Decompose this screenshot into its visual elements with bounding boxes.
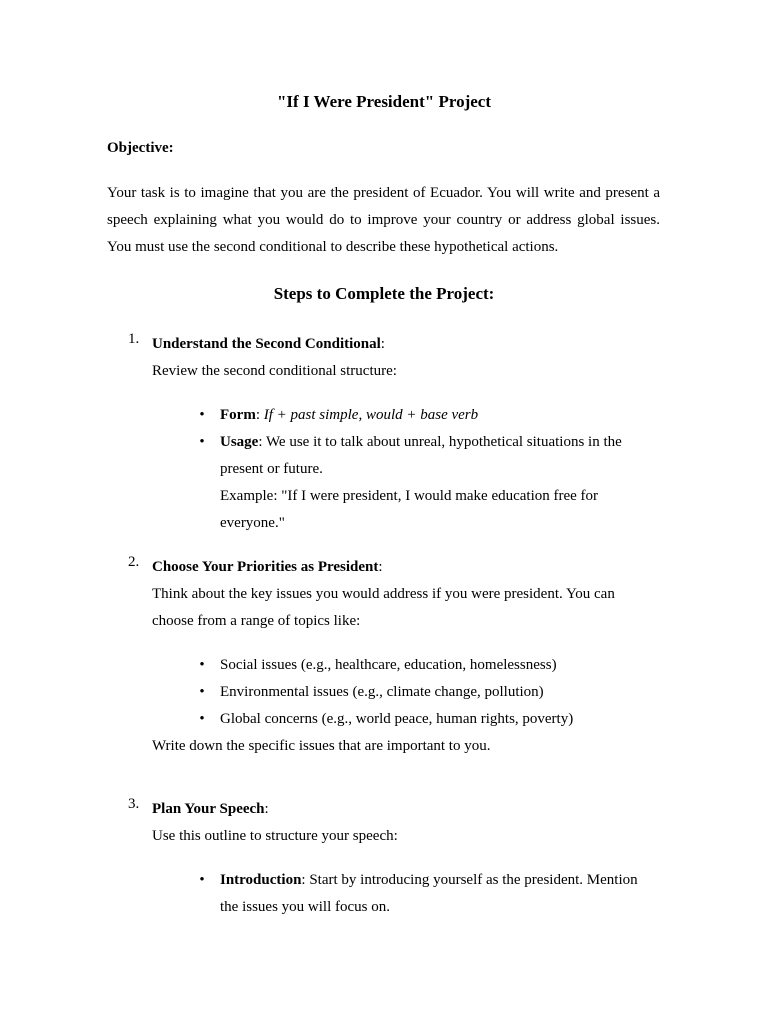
bullet-icon: • (199, 711, 205, 727)
colon: : (255, 407, 260, 423)
document-title: "If I Were President" Project (276, 92, 491, 111)
list-item-text: Environmental issues (e.g., climate change, pollution) (220, 684, 544, 700)
colon: : (380, 336, 385, 352)
list-item (196, 867, 648, 921)
step-title-line (152, 331, 648, 358)
step-number: 1. (128, 331, 140, 347)
bullet-icon: • (199, 872, 205, 888)
step-1 (128, 331, 648, 537)
form-label: Form (220, 407, 256, 423)
step-intro: Use this outline to structure your speech: (152, 828, 398, 844)
list-item (196, 706, 648, 733)
step-intro: Review the second conditional structure: (152, 363, 397, 379)
colon: : (264, 801, 269, 817)
usage-example: Example: "If I were president, I would make education free for everyone." (220, 488, 599, 531)
list-item (196, 429, 648, 537)
list-item (196, 679, 648, 706)
colon: : (378, 559, 383, 575)
usage-label: Usage (220, 434, 259, 450)
form-text: If + past simple, would + base verb (263, 407, 479, 423)
bullet-list (152, 867, 648, 921)
step-2 (128, 554, 648, 760)
bullet-icon: • (199, 434, 205, 450)
bullet-icon: • (199, 657, 205, 673)
step-note: Write down the specific issues that are important to you. (152, 738, 491, 754)
bullet-list (152, 402, 648, 537)
step-intro: Think about the key issues you would address if you were president. You can choose from a range of topics like: (152, 586, 615, 629)
objective-text: Your task is to imagine that you are the president of Ecuador. You will write and present a speech explaining what you would do to improve your country or address global issues. You must use the second conditional to describe these hypothetical actions. (107, 185, 660, 255)
usage-text: : We use it to talk about unreal, hypothetical situations in the present or future. (220, 434, 622, 477)
bullet-list (152, 652, 648, 733)
list-item (196, 402, 648, 429)
step-title: Plan Your Speech (152, 801, 265, 817)
step-title-line (152, 554, 648, 581)
objective-heading: Objective: (107, 140, 174, 156)
list-item (196, 652, 648, 679)
introduction-label: Introduction (220, 872, 302, 888)
steps-heading: Steps to Complete the Project: (273, 284, 495, 303)
step-number: 3. (128, 796, 140, 812)
step-title-line (152, 796, 648, 823)
step-title: Understand the Second Conditional (152, 336, 381, 352)
step-number: 2. (128, 554, 140, 570)
bullet-icon: • (199, 684, 205, 700)
introduction-text: : Start by introducing yourself as the president. Mention the issues you will focus on. (220, 872, 638, 915)
bullet-icon: • (199, 407, 205, 423)
step-3 (128, 796, 648, 921)
list-item-text: Global concerns (e.g., world peace, human rights, poverty) (220, 711, 574, 727)
list-item-text: Social issues (e.g., healthcare, education, homelessness) (220, 657, 557, 673)
step-title: Choose Your Priorities as President (152, 559, 379, 575)
